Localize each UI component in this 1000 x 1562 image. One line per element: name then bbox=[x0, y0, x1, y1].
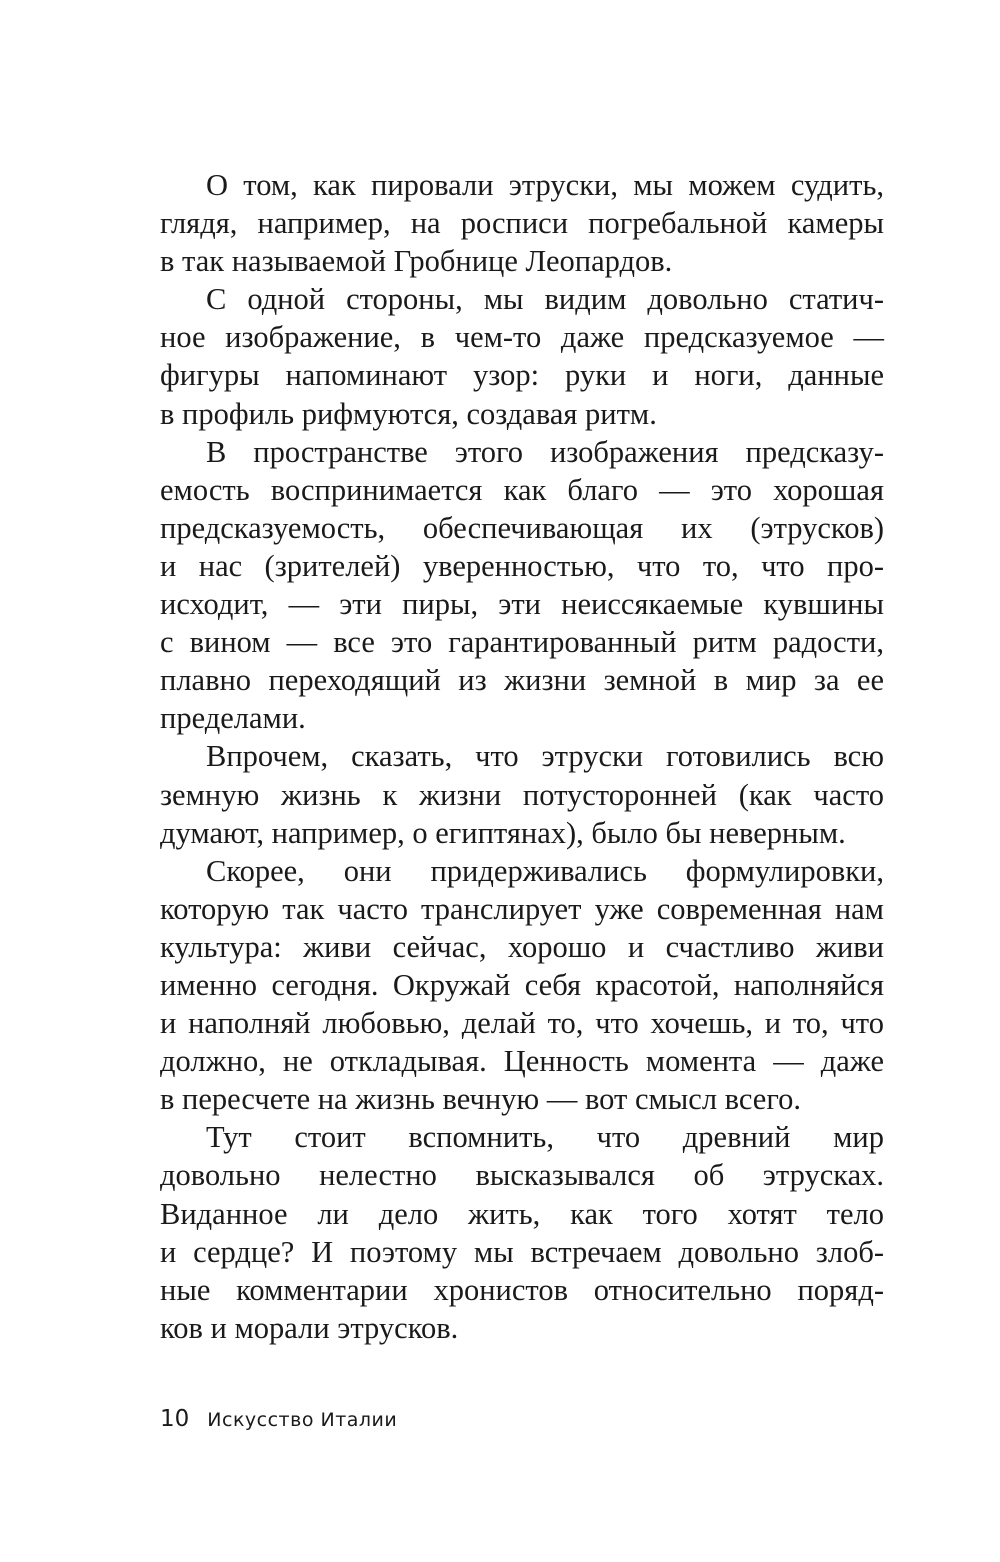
text-line: емость воспринимается как благо — это хорошая bbox=[160, 472, 884, 507]
text-line: ное изображение, в чем-то даже предсказуемое — bbox=[160, 320, 884, 355]
text-line: которую так часто транслирует уже современная нам bbox=[160, 891, 884, 926]
text-line: Виданное ли дело жить, как того хотят тело bbox=[160, 1196, 884, 1231]
text-line: В пространстве этого изображения предсказу- bbox=[206, 434, 884, 469]
text-line: С одной стороны, мы видим довольно статич- bbox=[206, 282, 884, 317]
text-line: думают, например, о египтянах), было бы неверным. bbox=[160, 815, 846, 850]
text-line: должно, не откладывая. Ценность момента — даже bbox=[160, 1044, 884, 1079]
text-line: предсказуемость, обеспечивающая их (этрусков) bbox=[160, 510, 884, 545]
text-line: ные комментарии хронистов относительно поряд- bbox=[160, 1272, 884, 1307]
text-line: ков и морали этрусков. bbox=[160, 1310, 459, 1345]
paragraph bbox=[160, 852, 884, 1119]
text-line: плавно переходящий из жизни земной в мир за ее bbox=[160, 663, 884, 698]
page-footer bbox=[160, 1404, 397, 1434]
text-line: и нас (зрителей) уверенностью, что то, что про- bbox=[160, 548, 884, 583]
text-line: в пересчете на жизнь вечную — вот смысл всего. bbox=[160, 1082, 801, 1117]
text-line: Впрочем, сказать, что этруски готовились всю bbox=[206, 739, 884, 774]
text-line: исходит, — эти пиры, эти неиссякаемые кувшины bbox=[160, 587, 884, 622]
text-line: пределами. bbox=[160, 701, 306, 736]
text-line: О том, как пировали этруски, мы можем судить, bbox=[206, 168, 884, 202]
text-line: Тут стоит вспомнить, что древний мир bbox=[206, 1120, 884, 1155]
running-title: Искусство Италии bbox=[207, 1409, 398, 1431]
page-body bbox=[160, 166, 884, 1347]
text-line: и сердце? И поэтому мы встречаем довольно злоб- bbox=[160, 1234, 884, 1269]
text-line: довольно нелестно высказывался об этрусках. bbox=[160, 1158, 884, 1193]
text-line: в так называемой Гробнице Леопардов. bbox=[160, 244, 673, 279]
paragraph bbox=[160, 166, 884, 280]
text-line: и наполняй любовью, делай то, что хочешь, и то, что bbox=[160, 1006, 884, 1041]
page-number: 10 bbox=[160, 1406, 190, 1432]
paragraph bbox=[160, 433, 884, 738]
text-line: с вином — все это гарантированный ритм радости, bbox=[160, 625, 884, 660]
paragraph bbox=[160, 737, 884, 851]
text-line: глядя, например, на росписи погребальной камеры bbox=[160, 206, 884, 241]
text-line: именно сегодня. Окружай себя красотой, наполняйся bbox=[160, 967, 884, 1002]
paragraph bbox=[160, 1118, 884, 1347]
paragraph bbox=[160, 280, 884, 432]
text-line: в профиль рифмуются, создавая ритм. bbox=[160, 396, 657, 431]
text-line: Скорее, они придерживались формулировки, bbox=[206, 853, 884, 888]
text-line: культура: живи сейчас, хорошо и счастливо живи bbox=[160, 929, 884, 964]
text-line: фигуры напоминают узор: руки и ноги, данные bbox=[160, 358, 884, 393]
text-line: земную жизнь к жизни потусторонней (как часто bbox=[160, 777, 884, 812]
